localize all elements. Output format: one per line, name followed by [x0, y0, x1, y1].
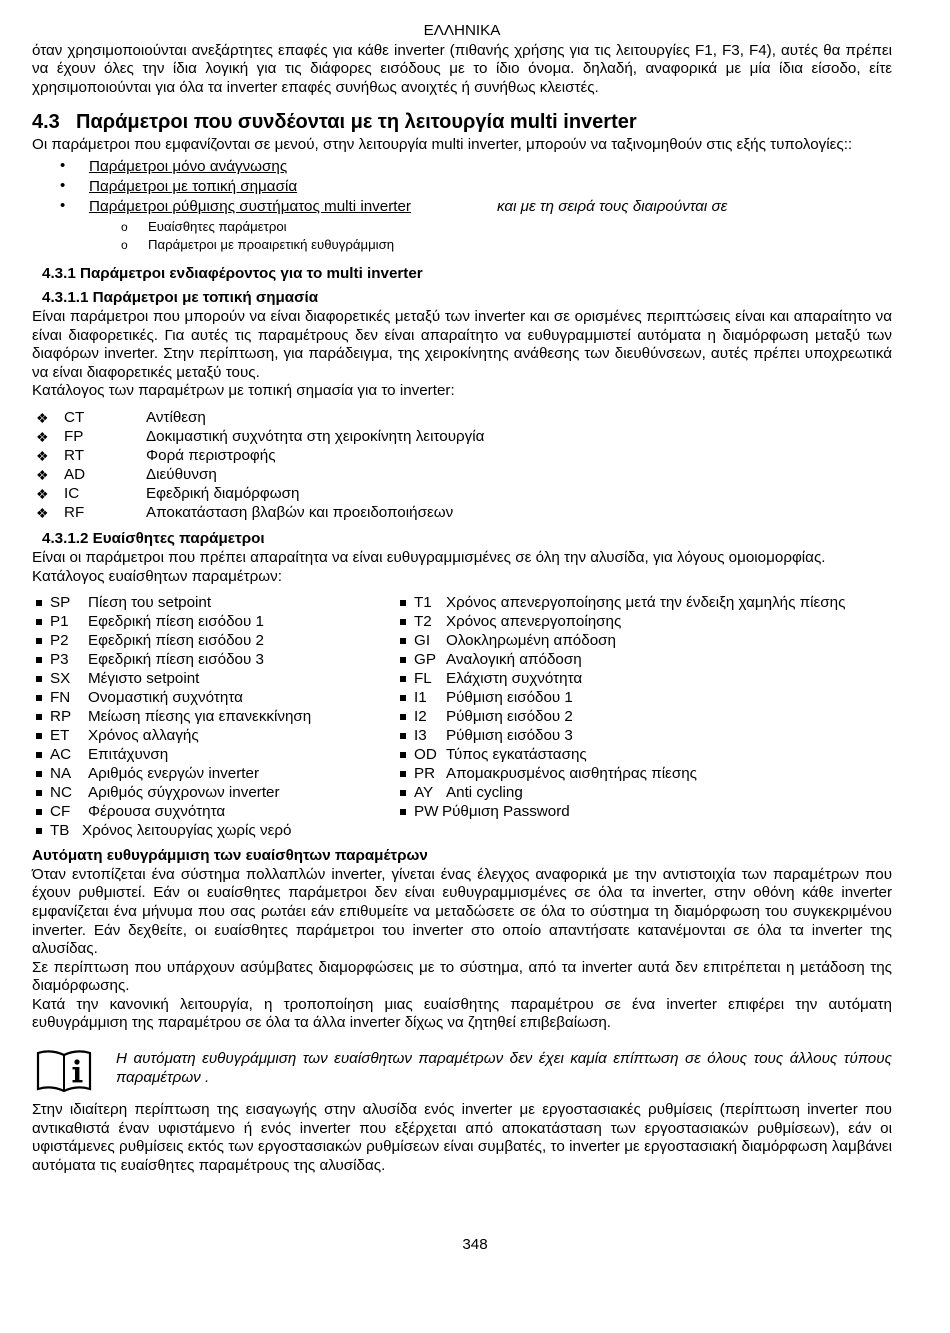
section-number: 4.3 [32, 111, 60, 134]
info-note [32, 1047, 892, 1093]
closing-paragraph: Στην ιδιαίτερη περίπτωση της εισαγωγής στην αλυσίδα ενός inverter με εργοστασιακές ρυθμίσεις (περίπτωση inverter που αντικαθιστά έναν υφιστάμενο ή ενός inverter που εξέρχεται από αποκατάσταση των εργοστασιακών ρυθμίσεων), εάν οι υφιστάμενες ρυθμίσεις εκτός των εργοστασιακών ρυθμίσεων είναι συμβατές, το inverter με εργοστασιακή διαμόρφωση λαμβάνει αυτόματα τις ευαίσθητες παραμέτρους της αλυσίδας. [32, 1101, 892, 1174]
list-item: ❖ RF Αποκατάσταση βλαβών και προειδοποιήσεων [36, 503, 454, 521]
section-heading [32, 111, 892, 133]
list-item: P3 Εφεδρική πίεση εισόδου 3 [32, 651, 396, 670]
list-item: AC Επιτάχυνση [32, 746, 396, 765]
square-bullet-icon [36, 638, 42, 644]
info-manual-icon [34, 1047, 94, 1093]
list-item: P1 Εφεδρική πίεση εισόδου 1 [32, 613, 396, 632]
square-bullet-icon [36, 714, 42, 720]
page-number: 348 [462, 1236, 488, 1253]
square-bullet-icon [36, 771, 42, 777]
list-item: ❖ FP Δοκιμαστική συχνότητα στη χειροκίνητη λειτουργία [36, 427, 485, 445]
square-bullet-icon [400, 790, 406, 796]
list-item: CF Φέρουσα συχνότητα [32, 803, 396, 822]
info-note-text: Η αυτόματη ευθυγράμμιση των ευαίσθητων παραμέτρων δεν έχει καμία επίπτωση σε όλους τους άλλους τύπους παραμέτρων . [116, 1050, 892, 1086]
auto-align-p3: Κατά την κανονική λειτουργία, η τροποποίηση μιας ευαίσθητης παραμέτρου σε ένα inverter επιφέρει την αυτόματη ευθυγράμμιση της παραμέτρου σε όλα τα άλλα inverter δίχως να ζητηθεί επιβεβαίωση. [32, 995, 892, 1032]
list-item: o Παράμετροι με προαιρετική ευθυγράμμιση [32, 236, 892, 254]
list-item: o Ευαίσθητες παράμετροι [32, 218, 892, 236]
diamond-bullet-icon: ❖ [36, 504, 49, 521]
local-params-list [32, 409, 892, 523]
square-bullet-icon [400, 676, 406, 682]
local-params-text: Είναι παράμετροι που μπορούν να είναι διαφορετικές μεταξύ των inverter και σε ορισμένες περιπτώσεις είναι και απαραίτητο να είναι διαφορετικές. Για αυτές τις παραμέτρους δεν είναι απαραίτητο να ευθυγραμμιστεί αυτόματα η διαμόρφωση μεταξύ των διαφόρων inverter. Στην περίπτωση, για παράδειγμα, της χειροκίνητης ανάθεσης των διευθύνσεων, αυτές πρέπει υποχρεωτικά να είναι διαφορετικές μεταξύ τους. [32, 307, 892, 381]
sub-types-list [32, 218, 892, 254]
square-bullet-icon [400, 657, 406, 663]
diamond-bullet-icon: ❖ [36, 485, 49, 502]
square-bullet-icon [400, 695, 406, 701]
square-bullet-icon [36, 790, 42, 796]
list-item: ❖ AD Διεύθυνση [36, 465, 217, 483]
list-item: ❖ CT Αντίθεση [36, 408, 206, 426]
square-bullet-icon [36, 809, 42, 815]
square-bullet-icon [36, 752, 42, 758]
list-item: P2 Εφεδρική πίεση εισόδου 2 [32, 632, 396, 651]
square-bullet-icon [36, 733, 42, 739]
list-item: NA Αριθμός ενεργών inverter [32, 765, 396, 784]
square-bullet-icon [36, 828, 42, 834]
list-item: • Παράμετροι ρύθμισης συστήματος multi inverter και με τη σειρά τους διαιρούνται σε [32, 198, 892, 218]
sensitive-params-text: Είναι οι παράμετροι που πρέπει απαραίτητα να είναι ευθυγραμμισμένες σε όλη την αλυσίδα, για λόγους ομοιομορφίας. [32, 548, 826, 566]
diamond-bullet-icon: ❖ [36, 409, 49, 426]
list-item: SX Μέγιστο setpoint [32, 670, 396, 689]
diamond-bullet-icon: ❖ [36, 428, 49, 445]
auto-align-title: Αυτόματη ευθυγράμμιση των ευαίσθητων παραμέτρων [32, 847, 428, 865]
local-params-intro: Κατάλογος των παραμέτρων με τοπική σημασία για το inverter: [32, 382, 455, 400]
diamond-bullet-icon: ❖ [36, 447, 49, 464]
sensitive-params-left [32, 594, 396, 841]
square-bullet-icon [36, 619, 42, 625]
list-item: NC Αριθμός σύγχρονων inverter [32, 784, 396, 803]
list-item: ❖ IC Εφεδρική διαμόρφωση [36, 484, 300, 502]
list-item: RP Μείωση πίεσης για επανεκκίνηση [32, 708, 396, 727]
list-item: ❖ RT Φορά περιστροφής [36, 446, 276, 464]
section-text: Οι παράμετροι που εμφανίζονται σε μενού, στην λειτουργία multi inverter, μπορούν να ταξινομηθούν στις εξής τυπολογίες:: [32, 136, 853, 154]
subsection-heading-431: 4.3.1 Παράμετροι ενδιαφέροντος για το multi inverter [42, 264, 423, 282]
square-bullet-icon [400, 638, 406, 644]
subsection-heading-4312: 4.3.1.2 Ευαίσθητες παράμετροι [42, 529, 265, 547]
square-bullet-icon [400, 809, 406, 815]
document-page [32, 22, 892, 1175]
diamond-bullet-icon: ❖ [36, 466, 49, 483]
square-bullet-icon [400, 619, 406, 625]
square-bullet-icon [400, 752, 406, 758]
bullet-note: και με τη σειρά τους διαιρούνται σε [497, 197, 728, 215]
auto-align-p1: Όταν εντοπίζεται ένα σύστημα πολλαπλών inverter, γίνεται ένας έλεγχος αναφορικά με την αντιστοιχία των παραμέτρων που έχουν ρυθμιστεί. Εάν οι ευαίσθητες παράμετροι δεν είναι ευθυγραμμισμένες σε όλα τα inverter, στην οθόνη κάθε inverter εμφανίζεται ένα μήνυμα που σας ρωτάει εάν επιθυμείτε να μεταδώσετε σε όλα το σύστημα τη διαμόρφωση του συγκεκριμένου inverter. Εάν δεχθείτε, οι ευαίσθητες παράμετροι του inverter στο οποίο απαντήσατε κατανέμονται σε όλα τα inverter της αλυσίδας. [32, 865, 892, 958]
square-bullet-icon [36, 600, 42, 606]
sensitive-params-intro: Κατάλογος ευαίσθητων παραμέτρων: [32, 567, 282, 585]
square-bullet-icon [36, 657, 42, 663]
square-bullet-icon [400, 771, 406, 777]
square-bullet-icon [400, 714, 406, 720]
square-bullet-icon [400, 733, 406, 739]
language-header: ΕΛΛΗΝΙΚΑ [423, 22, 501, 39]
square-bullet-icon [400, 600, 406, 606]
section-title: Παράμετροι που συνδέονται με τη λειτουργία multi inverter [76, 111, 637, 134]
parameter-types-list [32, 158, 892, 218]
sensitive-params-columns: SP Πίεση του setpoint P1 Εφεδρική πίεση εισόδου 1 P2 Εφεδρική πίεση εισόδου 2 P3 Εφεδρική πίεση εισόδου 3 SX Μέγιστο setpoint FN Ονομαστική συχνότητα RP Μείωση πίεσης για επανεκκίνηση ET Χρόνος αλλαγής AC Επιτάχυνση NA Αριθμός ενεργών inverter NC Αριθμός σύγχρονων inverter CF Φέρουσα συχνότητα TB Χρόνος λειτουργίας χωρίς νερό T1 Χρόνος απενεργοποίησης μετά την ένδειξη χαμηλής πίεσης T2 Χρόνος απενεργοποίησης GI Ολοκληρωμένη απόδοση GP Αναλογική απόδοση FL Ελάχιστη συχνότητα I1 Ρύθμιση εισόδου 1 I2 Ρύθμιση εισόδου 2 I3 Ρύθμιση εισόδου 3 OD Τύπος εγκατάστασης PR Απομακρυσμένος αισθητήρας πίεσης AY Anti cycling PW Ρύθμιση Password [32, 594, 892, 841]
list-item: • Παράμετροι μόνο ανάγνωσης [32, 158, 892, 178]
square-bullet-icon [36, 695, 42, 701]
intro-paragraph: όταν χρησιμοποιούνται ανεξάρτητες επαφές για κάθε inverter (πιθανής χρήσης για τις λειτουργίες F1, F3, F4), αυτές θα πρέπει να έχουν όλες την ίδια λογική για τις διάφορες εισόδους με το ίδιο όνομα. δηλαδή, αναφορικά με μία ίδια είσοδο, είτε χρησιμοποιούνται για όλα τα inverter επαφές συνήθως ανοιχτές ή συνήθως κλειστές. [32, 41, 892, 96]
list-item: SP Πίεση του setpoint [32, 594, 396, 613]
list-item: • Παράμετροι με τοπική σημασία [32, 178, 892, 198]
square-bullet-icon [36, 676, 42, 682]
list-item: ET Χρόνος αλλαγής [32, 727, 396, 746]
list-item: FN Ονομαστική συχνότητα [32, 689, 396, 708]
list-item: TB Χρόνος λειτουργίας χωρίς νερό [32, 822, 396, 841]
subsection-heading-4311: 4.3.1.1 Παράμετροι με τοπική σημασία [42, 288, 319, 306]
auto-align-p2: Σε περίπτωση που υπάρχουν ασύμβατες διαμορφώσεις με το σύστημα, από τα inverter αυτά δεν επιτρέπεται η μετάδοση της διαμόρφωσης. [32, 958, 892, 995]
